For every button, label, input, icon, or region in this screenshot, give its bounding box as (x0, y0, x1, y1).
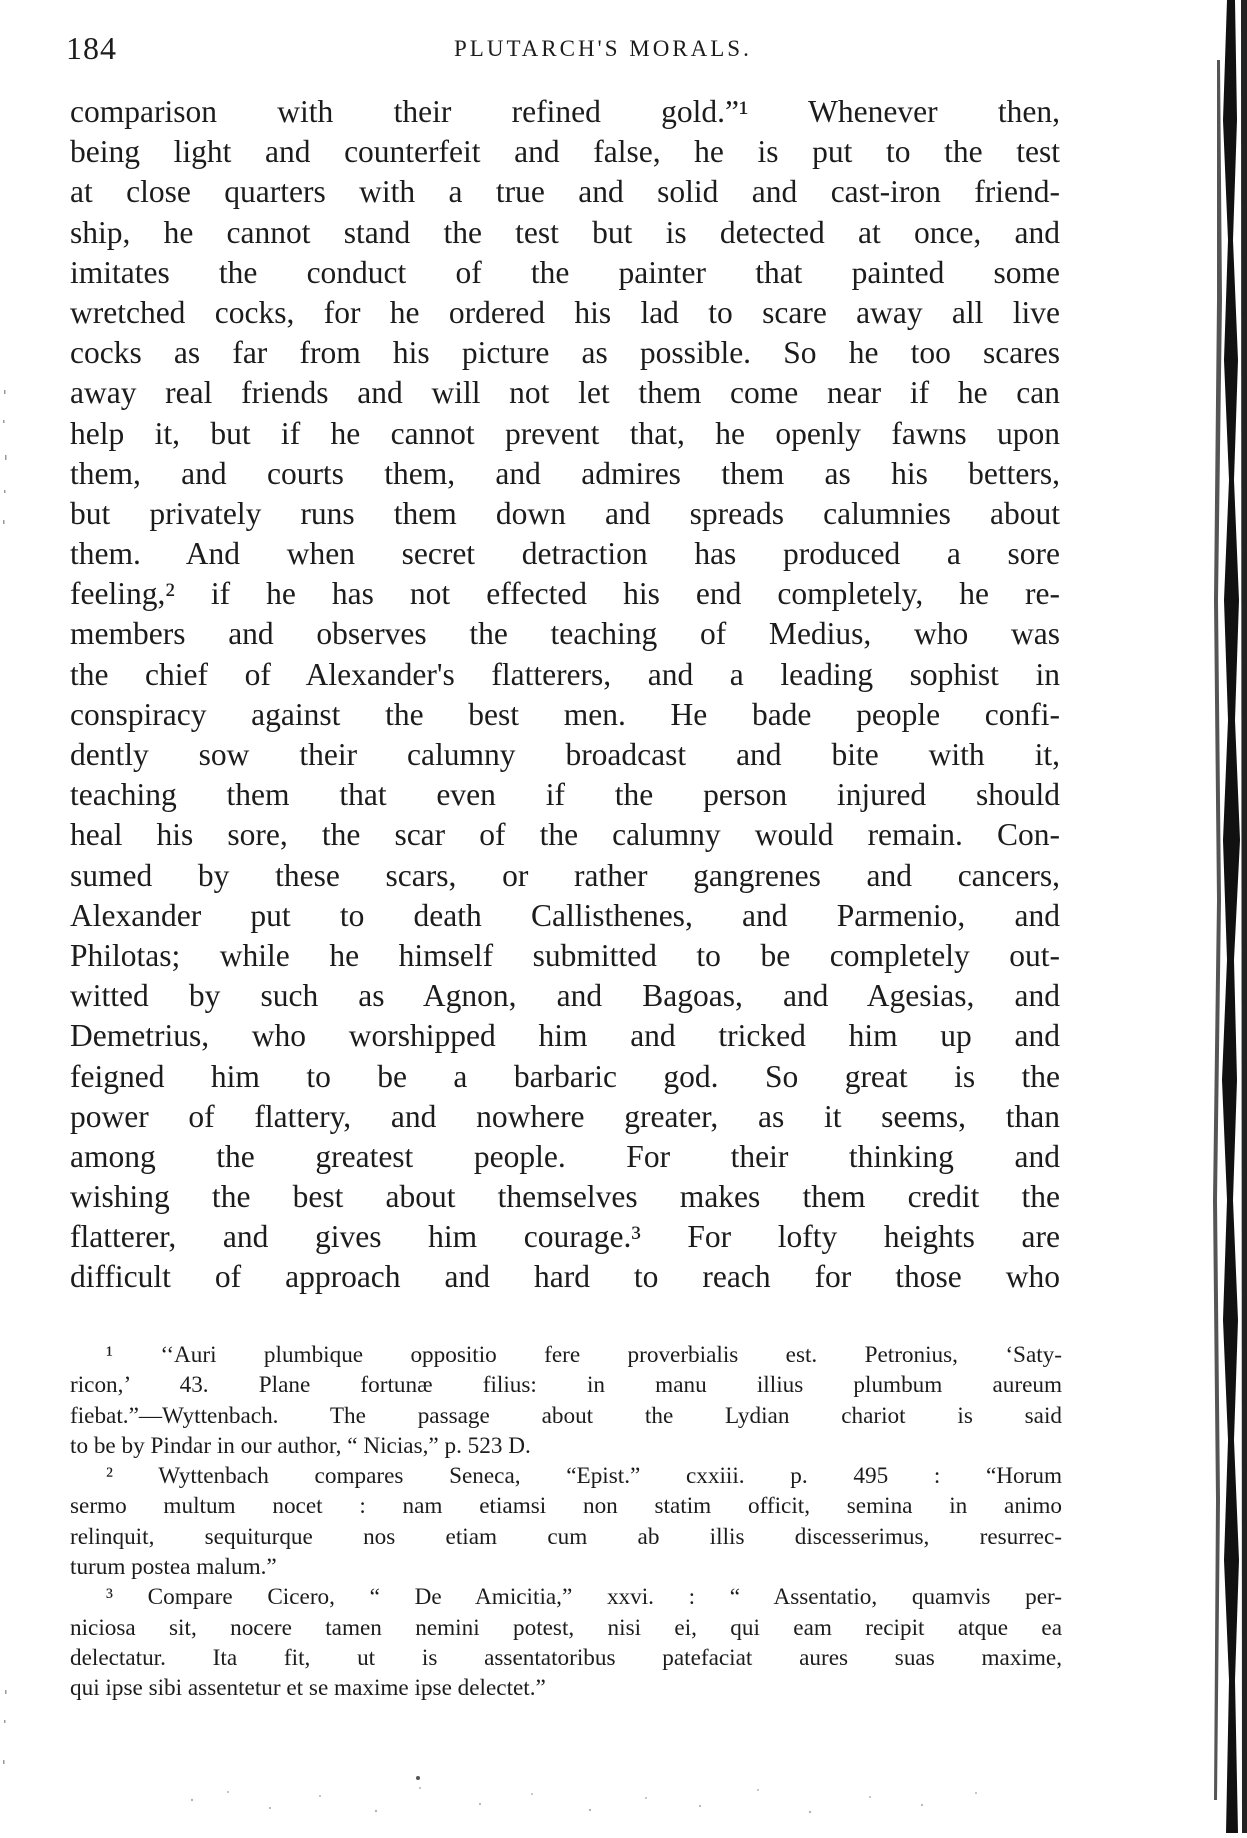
text-line: being light and counterfeit and false, he is put to the test (70, 134, 1060, 170)
running-head: PLUTARCH'S MORALS. (454, 36, 752, 61)
text-line: feigned him to be a barbaric god. So great is the (70, 1058, 1060, 1094)
text-line: Alexander put to death Callisthenes, and Parmenio, and (70, 897, 1060, 933)
footnote-line: ³ Compare Cicero, “ De Amicitia,” xxvi. : “ Assentatio, quamvis per- (106, 1584, 1062, 1611)
text-line: them. And when secret detraction has produced a sore (70, 536, 1060, 572)
scan-speckle (180, 1770, 1000, 1828)
page-number: 184 (66, 30, 117, 66)
main-text (70, 92, 1060, 1298)
text-line: away real friends and will not let them come near if he can (70, 375, 1060, 411)
text-line: cocks as far from his picture as possible. So he too scares (70, 335, 1060, 371)
text-line: flatterer, and gives him courage.³ For lofty heights are (70, 1219, 1060, 1255)
text-line: comparison with their refined gold.”¹ Whenever then, (70, 94, 1060, 129)
footnotes (70, 1340, 1062, 1704)
text-line: wishing the best about themselves makes them credit the (70, 1179, 1060, 1215)
text-line: teaching them that even if the person injured should (70, 777, 1060, 813)
footnote-line: fiebat.”—Wyttenbach. The passage about the Lydian chariot is said (70, 1402, 1062, 1429)
text-line: the chief of Alexander's flatterers, and a leading sophist in (70, 656, 1060, 692)
text-line: difficult of approach and hard to reach for those who (70, 1259, 1060, 1295)
footnote-3 (70, 1582, 1062, 1703)
text-line: but privately runs them down and spreads calumnies about (70, 495, 1060, 531)
footnote-1 (70, 1340, 1062, 1461)
text-line: at close quarters with a true and solid and cast-iron friend- (70, 174, 1060, 210)
text-line: sumed by these scars, or rather gangrenes and cancers, (70, 857, 1060, 893)
page-edge-speckle (0, 0, 14, 1833)
footnote-line: qui ipse sibi assentetur et se maxime ipse delectet.” (70, 1675, 546, 1702)
footnote-line: delectatur. Ita fit, ut is assentatoribus patefaciat aures suas maxime, (70, 1644, 1062, 1671)
footnote-line: to be by Pindar in our author, “ Nicias,” p. 523 D. (70, 1432, 531, 1459)
page-header (66, 22, 1066, 70)
text-line: among the greatest people. For their thinking and (70, 1138, 1060, 1174)
text-line: dently sow their calumny broadcast and bite with it, (70, 737, 1060, 772)
text-line: ship, he cannot stand the test but is detected at once, and (70, 214, 1060, 250)
text-line: heal his sore, the scar of the calumny would remain. Con- (70, 817, 1060, 853)
text-line: Philotas; while he himself submitted to be completely out- (70, 937, 1060, 973)
footnote-line: turum postea malum.” (70, 1554, 277, 1581)
text-line: power of flattery, and nowhere greater, as it seems, than (70, 1098, 1060, 1134)
footnote-line: ¹ ‘‘Auri plumbique oppositio fere proverbialis est. Petronius, ‘Saty- (106, 1342, 1062, 1368)
footnote-line: sermo multum nocet : nam etiamsi non statim officit, semina in animo (70, 1493, 1062, 1520)
text-line: wretched cocks, for he ordered his lad to scare away all live (70, 294, 1060, 330)
text-line: witted by such as Agnon, and Bagoas, and Agesias, and (70, 978, 1060, 1014)
text-line: imitates the conduct of the painter that painted some (70, 254, 1060, 290)
footnote-line: ricon,’ 43. Plane fortunæ filius: in manu illius plumbum aureum (70, 1372, 1062, 1399)
text-line: Demetrius, who worshipped him and tricked him up and (70, 1018, 1060, 1054)
binding-edge (1187, 0, 1247, 1833)
text-line: them, and courts them, and admires them as his betters, (70, 455, 1060, 491)
footnote-line: niciosa sit, nocere tamen nemini potest, nisi ei, qui eam recipit atque ea (70, 1614, 1062, 1641)
footnote-line: ² Wyttenbach compares Seneca, “Epist.” cxxiii. p. 495 : “Horum (106, 1463, 1062, 1490)
text-line: conspiracy against the best men. He bade people confi- (70, 696, 1060, 732)
footnote-line: relinquit, sequiturque nos etiam cum ab illis discesserimus, resurrec- (70, 1523, 1062, 1550)
text-line: members and observes the teaching of Medius, who was (70, 616, 1060, 652)
text-line: feeling,² if he has not effected his end completely, he re- (70, 576, 1060, 612)
footnote-2 (70, 1461, 1062, 1582)
text-line: help it, but if he cannot prevent that, he openly fawns upon (70, 415, 1060, 451)
